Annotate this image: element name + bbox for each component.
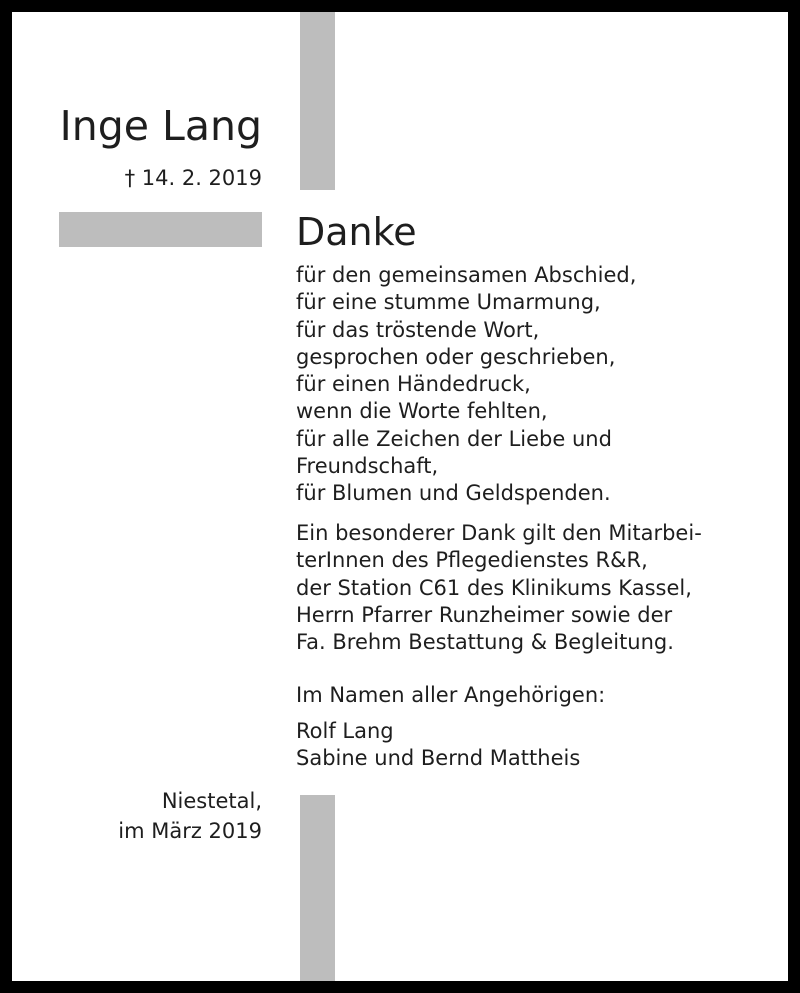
signer-name: Rolf Lang (296, 719, 394, 743)
poem-line: für alle Zeichen der Liebe und (296, 426, 612, 451)
signers (296, 718, 580, 773)
deceased-name: Inge Lang (59, 102, 262, 150)
publication-date: im März 2019 (118, 819, 262, 843)
special-thanks-line: der Station C61 des Klinikums Kassel, (296, 575, 692, 600)
poem-line: Freundschaft, (296, 454, 439, 479)
poem-line: wenn die Worte fehlten, (296, 399, 548, 424)
special-thanks-line: terInnen des Pflegedienstes R&R, (296, 548, 648, 573)
death-date: † 14. 2. 2019 (124, 166, 262, 190)
special-thanks-line: Fa. Brehm Bestattung & Begleitung. (296, 630, 674, 655)
special-thanks-line: Herrn Pfarrer Runzheimer sowie der (296, 602, 673, 627)
poem-line: für das tröstende Wort, (296, 317, 540, 342)
poem-line: für eine stumme Umarmung, (296, 290, 601, 315)
cross-bar-top (300, 12, 335, 190)
signer-name: Sabine und Bernd Mattheis (296, 746, 581, 771)
special-thanks-line: Ein besonderer Dank gilt den Mitarbei- (296, 521, 702, 545)
thanks-heading: Danke (296, 210, 417, 254)
poem-line: für einen Händedruck, (296, 372, 531, 397)
thanks-poem (296, 262, 636, 508)
poem-line: für Blumen und Geldspenden. (296, 481, 611, 506)
cross-bar-bottom (300, 795, 335, 981)
closing-line: Im Namen aller Angehörigen: (296, 683, 606, 707)
cross-bar-horizontal (59, 212, 262, 247)
poem-line: für den gemeinsamen Abschied, (296, 263, 637, 287)
place: Niestetal, (161, 789, 262, 813)
special-thanks (296, 520, 702, 656)
poem-line: gesprochen oder geschrieben, (296, 344, 616, 369)
obituary-card (12, 12, 788, 981)
